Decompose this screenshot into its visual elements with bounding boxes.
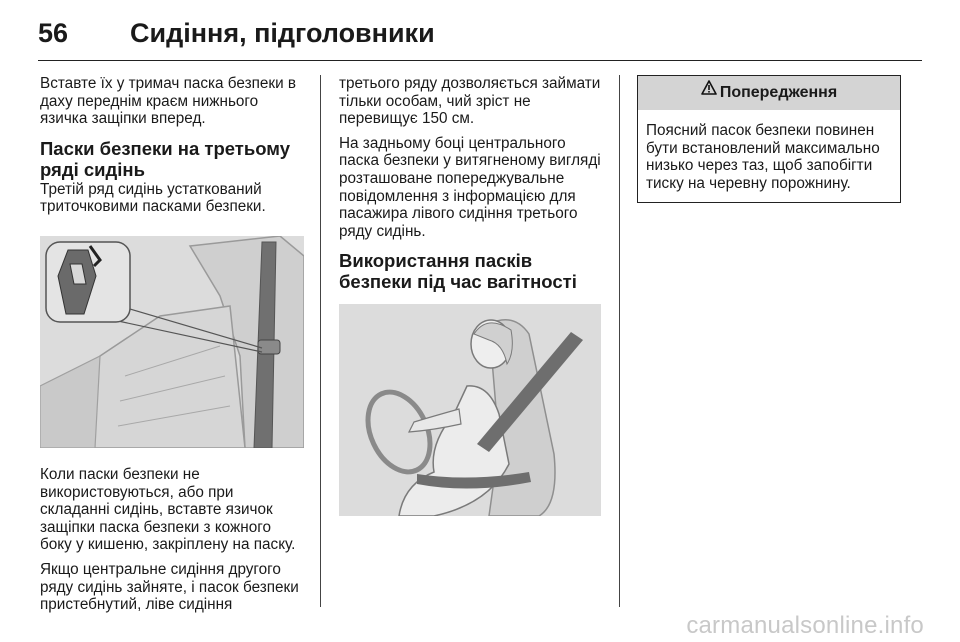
- column-divider: [320, 75, 321, 607]
- third-row-paragraph: Третій ряд сидінь устаткований триточковими пасками безпеки.: [40, 180, 266, 216]
- section-heading-pregnancy: Використання пасків безпеки під час вагітності: [339, 250, 577, 293]
- warning-body: [638, 110, 900, 202]
- warning-title: Попередження: [719, 84, 838, 102]
- warning-header: [638, 76, 900, 110]
- center-seat-paragraph: Якщо центральне сидіння другого ряду сидінь зайняте, і пасок безпеки пристебнутий, ліве сидіння: [40, 560, 299, 614]
- warning-label-paragraph: На задньому боці центрального паска безпеки у витягненому вигляді розташоване попереджувальне повідомлення з інформацією для пасажира лівого сидіння третього ряду сидінь.: [339, 134, 601, 240]
- watermark: carmanualsonline.info: [686, 612, 924, 639]
- column-middle: [339, 75, 605, 534]
- storage-paragraph: Коли паски безпеки не використовуються, або при складанні сидінь, вставте язичок защіпки паска безпеки з кожного боку у кишеню, закріплену на паску.: [40, 465, 296, 554]
- belt-holder-drawing: [40, 236, 304, 448]
- warning-triangle-icon: [701, 74, 717, 108]
- warning-box: [637, 75, 901, 203]
- pregnant-driver-drawing: [339, 304, 601, 516]
- warning-text: Поясний пасок безпеки повинен бути встановлений максимально низько через таз, щоб запобігти тиску на черевну порожнину.: [646, 122, 880, 192]
- column-right: [637, 75, 901, 203]
- page-number: 56: [38, 18, 69, 48]
- pregnant-driver-illustration: [339, 304, 601, 516]
- section-heading-third-row-belts: Паски безпеки на третьому ряді сидінь: [40, 137, 291, 180]
- column-left: [40, 75, 304, 621]
- page-header: [38, 8, 922, 61]
- rear-seat-belt-illustration: [40, 236, 304, 448]
- page-title: Сидіння, підголовники: [130, 18, 435, 48]
- column-divider: [619, 75, 620, 607]
- intro-paragraph: Вставте їх у тримач паска безпеки в даху переднім краєм нижнього язичка защіпки вперед.: [40, 75, 296, 128]
- height-limit-paragraph: третього ряду дозволяється займати тільки особам, чий зріст не перевищує 150 см.: [339, 75, 601, 128]
